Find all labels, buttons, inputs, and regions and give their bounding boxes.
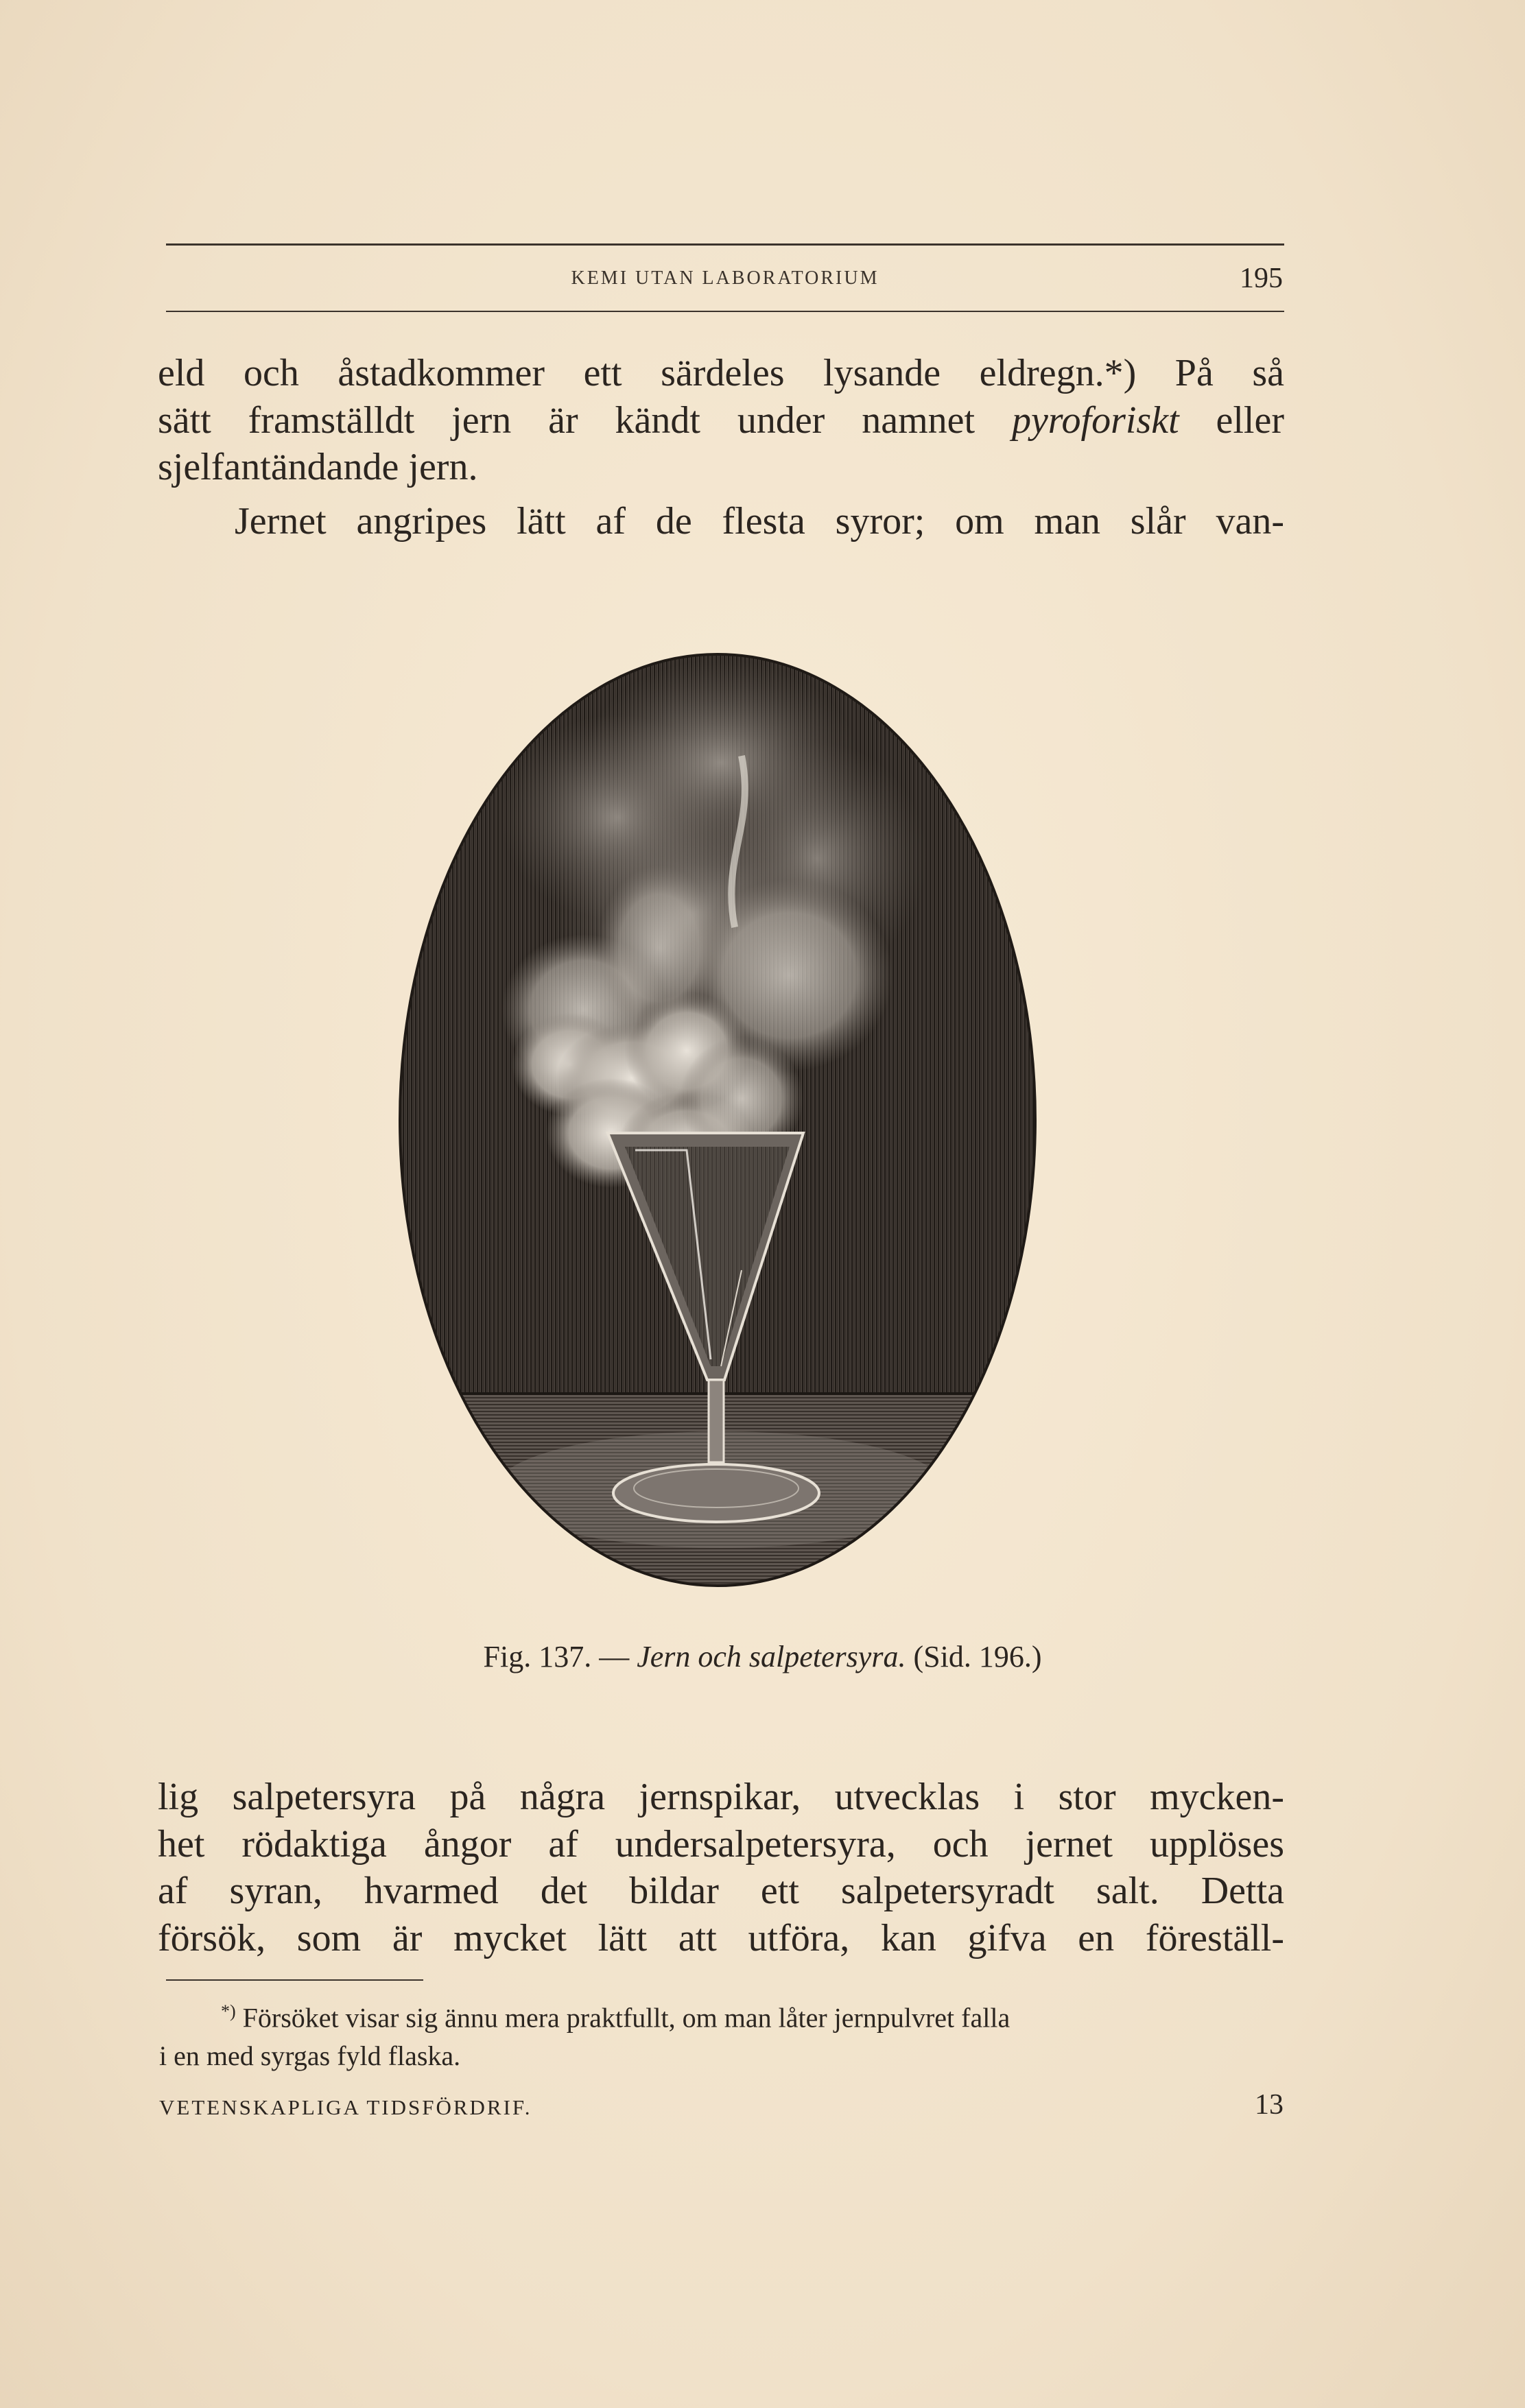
footnote-rule bbox=[166, 1979, 423, 1981]
text-line: Jernet angripes lätt af de flesta syror; om man slår van- bbox=[235, 500, 1284, 543]
page-number: 195 bbox=[1240, 263, 1283, 294]
running-title: KEMI UTAN LABORATORIUM bbox=[571, 267, 879, 289]
footnote-marker: *) bbox=[221, 2001, 236, 2021]
text-line: af syran, hvarmed det bildar ett salpetersyradt salt. Detta bbox=[158, 1870, 1284, 1912]
paragraph-2 bbox=[158, 498, 1284, 545]
text-line: het rödaktiga ångor af undersalpetersyra, och jernet upplöses bbox=[158, 1822, 1284, 1865]
footnote bbox=[159, 1992, 1286, 2075]
text-line: sätt framställdt jern är kändt under namnet pyroforiskt eller bbox=[158, 398, 1284, 442]
paragraph-1 bbox=[158, 350, 1284, 491]
italic-term: pyroforiskt bbox=[1011, 398, 1179, 442]
text-line: sjelfantändande jern. bbox=[158, 446, 478, 488]
text-line: lig salpetersyra på några jernspikar, utvecklas i stor mycken- bbox=[158, 1776, 1284, 1818]
text-line: eld och åstadkommer ett särdeles lysande eldregn.*) På så bbox=[158, 352, 1284, 394]
signature-line: VETENSKAPLIGA TIDSFÖRDRIF. bbox=[159, 2095, 532, 2119]
running-header bbox=[166, 243, 1284, 312]
paragraph-3 bbox=[158, 1774, 1284, 1962]
footnote-line: i en med syrgas fyld flaska. bbox=[159, 2040, 461, 2072]
engraving-illustration bbox=[399, 653, 1037, 1587]
caption-title: Jern och salpetersyra. bbox=[637, 1640, 906, 1673]
footnote-line: *) Försöket visar sig ännu mera praktfullt, om man låter jernpulvret falla bbox=[221, 2001, 1010, 2034]
sheet-number: 13 bbox=[1255, 2089, 1284, 2121]
figure-caption: Fig. 137. — Jern och salpetersyra. (Sid. 196.) bbox=[483, 1640, 1042, 1673]
text-line: försök, som är mycket lätt att utföra, kan gifva en föreställ- bbox=[158, 1916, 1284, 1959]
